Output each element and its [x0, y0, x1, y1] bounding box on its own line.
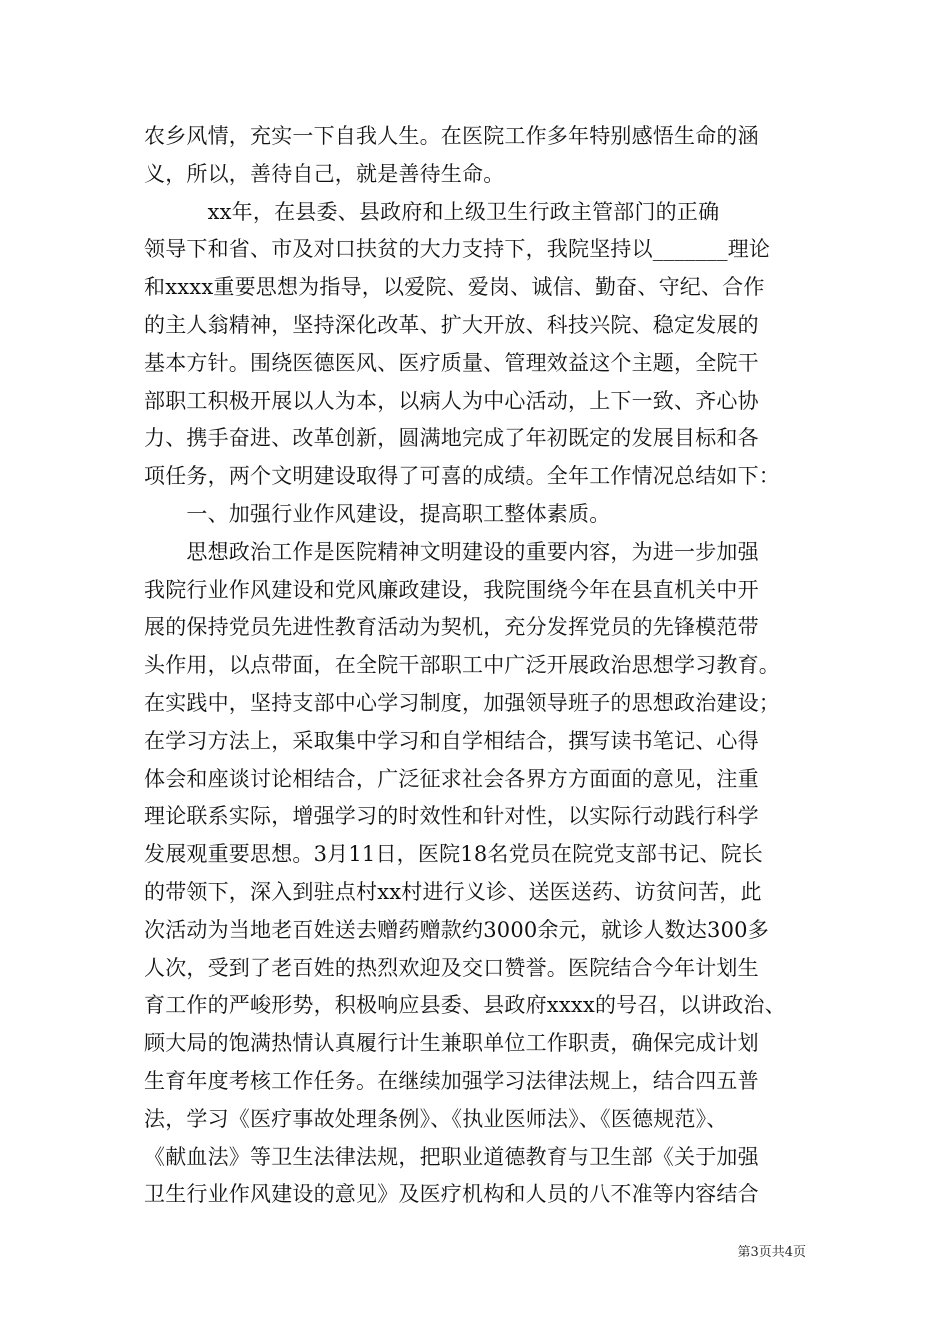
text-line: 卫生行业作风建设的意见》及医疗机构和人员的八不准等内容结合 [144, 1182, 759, 1207]
text-line: 基本方针。围绕医德医风、医疗质量、管理效益这个主题，全院干 [144, 350, 759, 375]
text-line: 领导下和省、市及对口扶贫的大力支持下，我院坚持以_______理论 [144, 237, 771, 262]
text-line: 法，学习《医疗事故处理条例》、《执业医师法》、《医德规范》、 [144, 1106, 728, 1131]
text-line: 义，所以，善待自己，就是善待生命。 [144, 161, 505, 186]
page-number: 第3页共4页 [737, 1245, 806, 1260]
text-line: 生育年度考核工作任务。在继续加强学习法律法规上，结合四五普 [144, 1068, 759, 1093]
text-line: 次活动为当地老百姓送去赠药赠款约3000余元，就诊人数达300多 [144, 917, 769, 942]
text-line: 顾大局的饱满热情认真履行计生兼职单位工作职责，确保完成计划 [144, 1031, 759, 1056]
text-line: 理论联系实际，增强学习的时效性和针对性，以实际行动践行科学 [144, 804, 759, 829]
text-line: 展的保持党员先进性教育活动为契机，充分发挥党员的先锋模范带 [144, 615, 759, 640]
text-line: 的带领下，深入到驻点村xx村进行义诊、送医送药、访贫问苦，此 [144, 879, 762, 904]
text-line: 农乡风情，充实一下自我人生。在医院工作多年特别感悟生命的涵 [144, 124, 759, 148]
text-line: 的主人翁精神，坚持深化改革、扩大开放、科技兴院、稳定发展的 [144, 312, 759, 337]
text-line: 在实践中，坚持支部中心学习制度，加强领导班子的思想政治建设； [144, 690, 780, 715]
text-line: 部职工积极开展以人为本，以病人为中心活动，上下一致、齐心协 [144, 388, 759, 413]
text-line: 发展观重要思想。3月11日，医院18名党员在院党支部书记、院长 [144, 842, 764, 867]
text-line: 《献血法》等卫生法律法规，把职业道德教育与卫生部《关于加强 [144, 1144, 759, 1169]
text-line: 和xxxx重要思想为指导，以爱院、爱岗、诚信、勤奋、守纪、合作 [144, 275, 765, 300]
text-line: 头作用，以点带面，在全院干部职工中广泛开展政治思想学习教育。 [144, 653, 780, 678]
section-heading: 一、加强行业作风建设，提高职工整体素质。 [144, 501, 611, 526]
text-line: 人次，受到了老百姓的热烈欢迎及交口赞誉。医院结合今年计划生 [144, 955, 759, 980]
text-line: 在学习方法上，采取集中学习和自学相结合，撰写读书笔记、心得 [144, 728, 759, 753]
text-line: 力、携手奋进、改革创新，圆满地完成了年初既定的发展目标和各 [144, 426, 759, 451]
text-line: xx年，在县委、县政府和上级卫生行政主管部门的正确 [144, 199, 720, 224]
text-line: 思想政治工作是医院精神文明建设的重要内容，为进一步加强 [144, 539, 759, 564]
text-line: 我院行业作风建设和党风廉政建设，我院围绕今年在县直机关中开 [144, 577, 759, 602]
text-line: 育工作的严峻形势，积极响应县委、县政府xxxx的号召，以讲政治、 [144, 993, 786, 1018]
text-line: 项任务，两个文明建设取得了可喜的成绩。全年工作情况总结如下： [144, 464, 780, 489]
document-body [144, 118, 814, 1214]
text-line: 体会和座谈讨论相结合，广泛征求社会各界方方面面的意见，注重 [144, 766, 759, 791]
